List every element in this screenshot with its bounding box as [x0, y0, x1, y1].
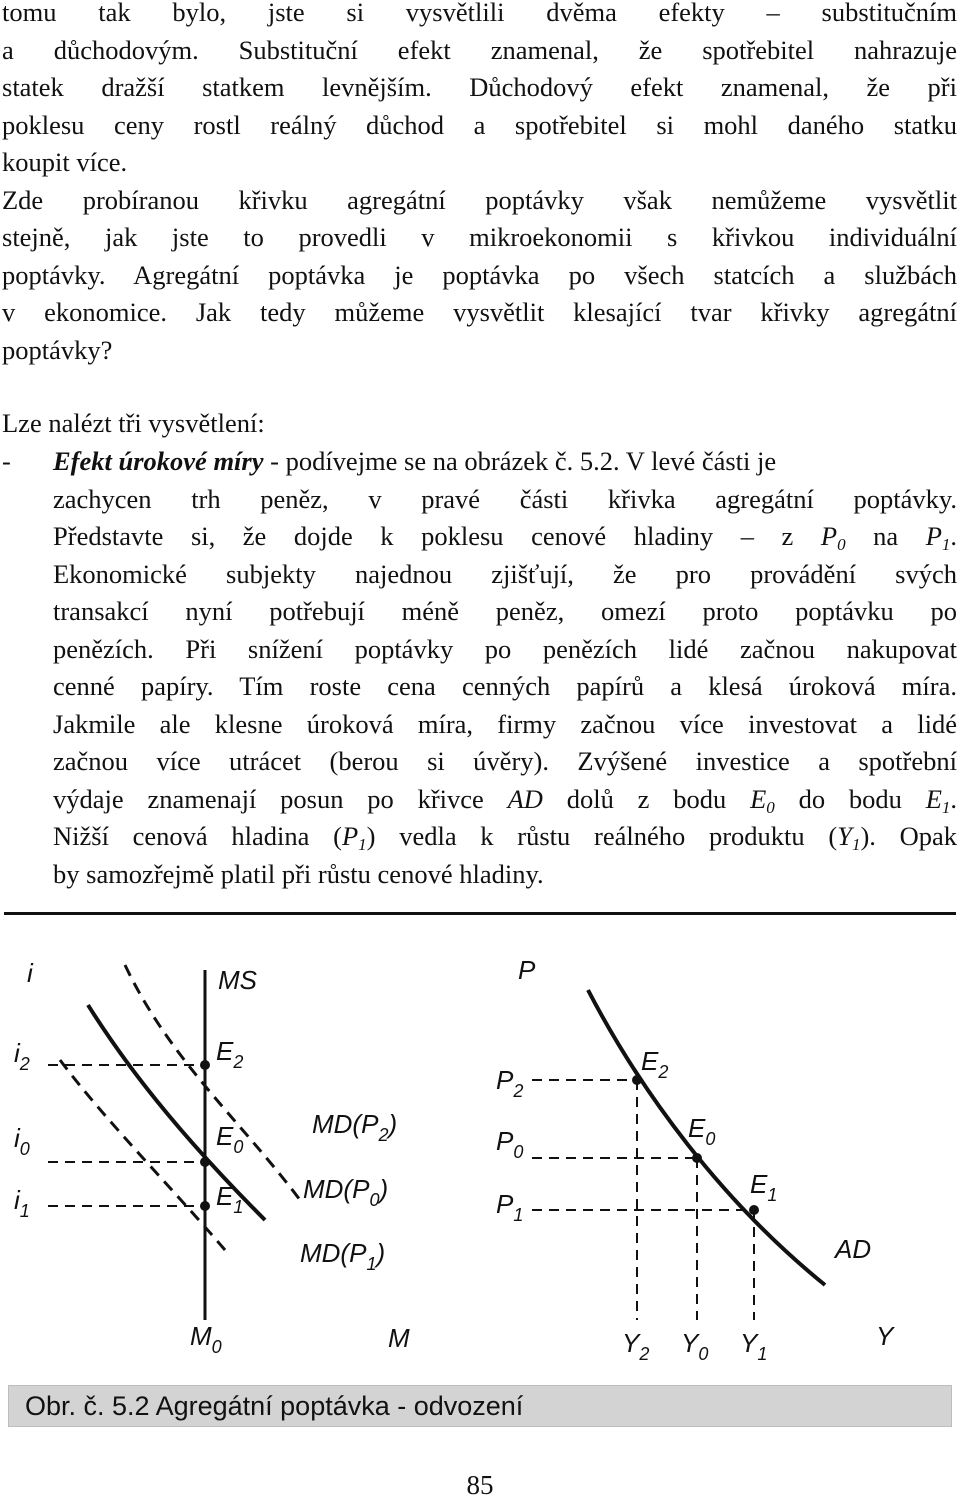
md-p1-curve — [60, 1060, 225, 1250]
aggregate-demand-panel — [496, 955, 895, 1364]
paragraph-intro — [2, 0, 957, 369]
point-e1-left — [200, 1201, 210, 1211]
money-market-panel — [14, 958, 410, 1357]
list-item-line: transakcí nyní potřebují méně peněz, omezí proto poptávku po — [53, 596, 957, 626]
paragraph-line: poklesu ceny rostl reálný důchod a spotřebitel si mohl daného statku — [2, 109, 957, 140]
tick-y1: $Y_1$ — [740, 1328, 768, 1364]
label-md-p2: $MD(P_2)$ — [312, 1109, 398, 1145]
list-item-line: zachycen trh peněz, v pravé části křivka agregátní poptávky. — [53, 483, 957, 514]
axis-label-i: i — [27, 958, 33, 988]
list-item — [2, 443, 957, 893]
paragraph-line: poptávky? — [2, 334, 113, 365]
list-item-line: cenné papíry. Tím roste cena cenných papírů a klesá úroková míra. — [53, 671, 957, 701]
md-p0-curve — [88, 1005, 265, 1220]
axis-label-p: P — [518, 955, 536, 985]
list-item-line: Představte si, že dojde k poklesu cenové hladiny – z $P_0$ na $P_1$. — [53, 521, 957, 554]
list-dash: - — [2, 446, 11, 476]
tick-i1: $i_1$ — [14, 1185, 30, 1221]
figure-top-rule — [4, 912, 956, 915]
axis-label-y: Y — [876, 1321, 894, 1351]
explanation-list — [2, 443, 957, 893]
axis-label-m: M — [388, 1323, 410, 1353]
list-item-line: výdaje znamenají posun po křivce AD dolů z bodu $E_0$ do bodu $E_1$. — [53, 783, 957, 817]
paragraph-line: koupit více. — [2, 147, 128, 177]
explanations-intro: Lze nalézt tři vysvětlení: — [2, 408, 265, 438]
paragraph-line: tomu tak bylo, jste si vysvětlili dvěma efekty – substitučním — [2, 0, 957, 27]
label-md-p0: $MD(P_0)$ — [303, 1174, 389, 1210]
label-e1-left: $E_1$ — [216, 1181, 244, 1217]
tick-i2: $i_2$ — [14, 1038, 30, 1074]
figure-money-market-and-ad — [0, 930, 960, 1380]
paragraph-line: a důchodovým. Substituční efekt znamenal, že spotřebitel nahrazuje — [2, 34, 957, 65]
list-item-line: Nižší cenová hladina $(P_1)$ vedla k růstu reálného produktu $(Y_1)$. Opak — [53, 821, 958, 854]
tick-y0: $Y_0$ — [681, 1328, 709, 1364]
label-e2-right: $E_2$ — [641, 1046, 669, 1082]
point-e2-left — [200, 1060, 210, 1070]
list-item-title: Efekt úrokové míry — [53, 446, 264, 476]
figure-caption-box — [8, 1385, 952, 1427]
paragraph-line: Zde probíranou křivku agregátní poptávky však nemůžeme vysvětlit — [2, 184, 957, 215]
point-e0-left — [200, 1157, 210, 1167]
ad-label: AD — [835, 1234, 872, 1264]
paragraph-line: poptávky. Agregátní poptávka je poptávka po všech statcích a službách — [2, 259, 957, 290]
label-e0-right: $E_0$ — [688, 1113, 716, 1149]
paragraph-line: stejně, jak jste to provedli v mikroekonomii s křivkou individuální — [2, 222, 957, 252]
point-e1-right — [749, 1205, 759, 1215]
list-item-line: Jakmile ale klesne úroková míra, firmy začnou více investovat a lidé — [53, 708, 957, 739]
list-item-line: penězích. Při snížení poptávky po penězích lidé začnou nakupovat — [53, 633, 957, 664]
list-item-line: začnou více utrácet (berou si úvěry). Zvýšené investice a spotřební — [53, 746, 957, 776]
label-e0-left: $E_0$ — [216, 1121, 244, 1157]
list-item-line: Ekonomické subjekty najednou zjišťují, že pro provádění svých — [53, 558, 957, 589]
label-md-p1: $MD(P_1)$ — [300, 1238, 386, 1274]
figure-caption: Obr. č. 5.2 Agregátní poptávka - odvození — [25, 1391, 524, 1421]
tick-p1: $P_1$ — [496, 1189, 524, 1225]
label-e2-left: $E_2$ — [216, 1036, 244, 1072]
point-e0-right — [692, 1153, 702, 1163]
tick-y2: $Y_2$ — [622, 1328, 650, 1364]
list-item-line: Efekt úrokové míry - podívejme se na obrázek č. 5.2. V levé části je — [53, 446, 777, 476]
list-item-line: by samozřejmě platil při růstu cenové hladiny. — [53, 858, 544, 889]
page-number: 85 — [466, 1470, 494, 1500]
point-e2-right — [632, 1075, 642, 1085]
paragraph-line: v ekonomice. Jak tedy můžeme vysvětlit klesající tvar křivky agregátní — [2, 297, 957, 327]
label-e1-right: $E_1$ — [750, 1169, 778, 1205]
paragraph-line: statek dražší statkem levnějším. Důchodový efekt znamenal, že při — [2, 72, 957, 102]
tick-p0: $P_0$ — [496, 1126, 524, 1162]
tick-i0: $i_0$ — [14, 1123, 30, 1159]
ms-label: MS — [218, 965, 257, 995]
tick-p2: $P_2$ — [496, 1065, 524, 1101]
tick-m0: $M_0$ — [190, 1321, 222, 1357]
